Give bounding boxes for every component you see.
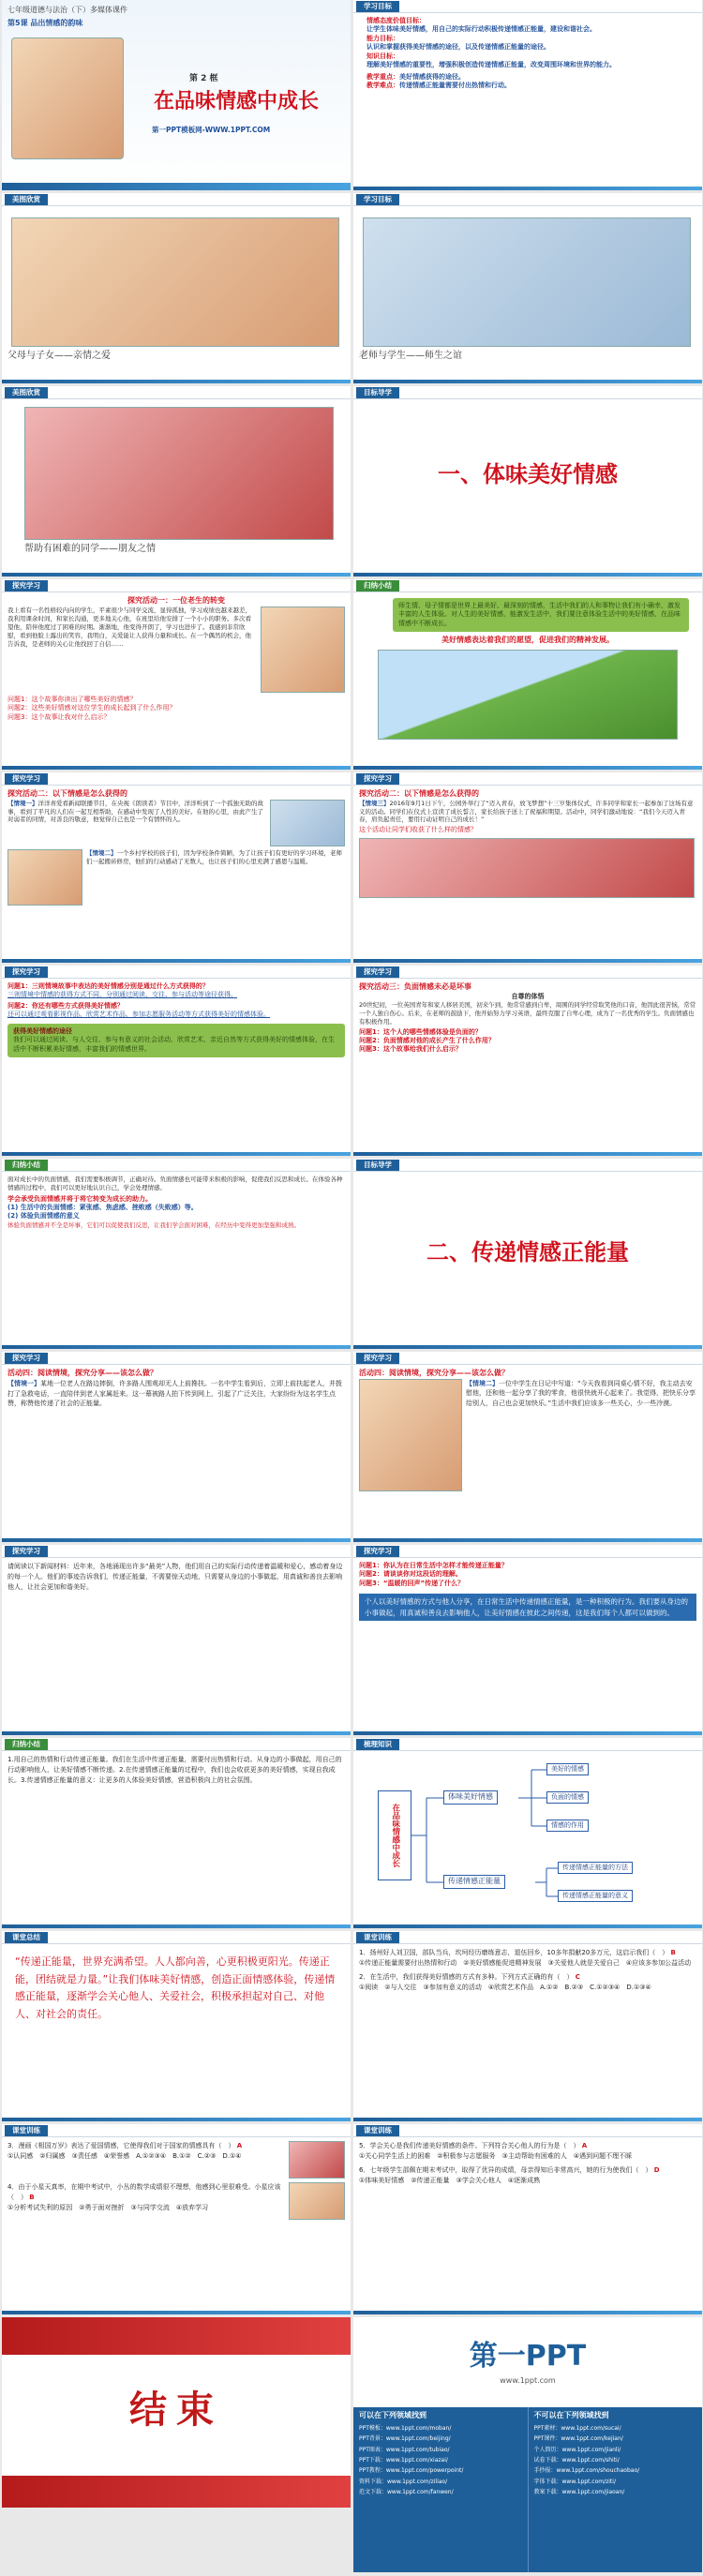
footer-bar bbox=[2, 1538, 351, 1542]
resource-link[interactable]: PPT下载：www.1ppt.com/xiazai/ bbox=[359, 2456, 448, 2464]
exercise-question-3: 3．漫画《相国万岁》表达了爱国情感，它使得我们对于国家的情感具有（ ） bbox=[7, 2142, 235, 2149]
exercise-options-1: ①传递正能量需要付出热情和行动 ②美好情感能促进精神发展 ③关爱他人就是关爱自己 ④应该多参加公益活动 bbox=[359, 1958, 692, 1967]
activity-text: 我上看有一名性格较内向的学生，平素很少与同学交流，显得孤独，学习成绩也越来越差，我利用课余时间，和家长沟通，更多地关心他，在班里给他安排了一个小小的职务。多次看望他，陪伴他度过了困难的时期。渐渐地，他变得开朗了，学习也进步了。我感到非常欣慰，看到他脸上露出的笑容，我明白，关爱能让人获得力量和成长。在一个偶然的机会，他告诉我，是老师的关心让他找回了自信…… bbox=[7, 606, 251, 649]
answer-6: D bbox=[653, 2165, 660, 2174]
slide-26-ad[interactable] bbox=[353, 2317, 702, 2572]
resource-link[interactable]: PPT模板：www.1ppt.com/moban/ bbox=[359, 2424, 452, 2432]
footer-bar bbox=[353, 380, 702, 383]
summary-note: 体验负面情感并不全是坏事，它们可以促使我们反思，让我们学会面对困难，在经历中变得更加坚强和成熟。 bbox=[7, 1221, 300, 1229]
objective-head-2: 能力目标： bbox=[366, 34, 399, 42]
slide-6-section-one[interactable] bbox=[353, 386, 702, 577]
scenario-text-2: 一个乡村学校的孩子们，因为学校条件简陋，为了让孩子们有更好的学习环境，老师们一起搬砖修房，他们的行动感动了无数人，也让孩子们的心里充满了感恩与温暖。 bbox=[86, 848, 342, 865]
answer-4: B bbox=[29, 2193, 35, 2201]
cover-title: 在品味情感中成长 bbox=[153, 90, 319, 113]
exercise-question-6: 6．七年级学生邵佩在期末考试中，取得了优异的成绩，母亲得知后非常高兴，她的行为使我们（ ） bbox=[359, 2165, 652, 2174]
question-1: 问题1：三则情境故事中表达的美好情感分别是通过什么方式获得的？ bbox=[7, 982, 209, 990]
slide-3-family-love[interactable] bbox=[2, 193, 351, 383]
question-1: 问题1：你认为在日常生活中怎样才能传递正能量？ bbox=[359, 1562, 508, 1569]
story-text: 20世纪初，一位英国青年和家人移居美国，初来乍到，他常常感到自卑，周围的同学经常取笑他的口音，他因此很苦恼，常常一个人独自伤心。后来，在老师的鼓励下，他开始努力学习英语，最终克服了自卑心理，成为了一名优秀的学生。负面情感也有积极作用。 bbox=[359, 1001, 696, 1026]
conclusion-text: “传递正能量，世界充满希望。人人都向善，心更积极更阳光。传递正能，团结就是力量。”让我们体味美好情感，创造正面情感体验，传递情感正能量，逐渐学会关心他人、关爱社会，积极承担起对自己、对他人、对社会的责任。 bbox=[15, 1955, 336, 2021]
answer-2: C bbox=[575, 1972, 580, 1981]
question-3: 问题3：这个故事给我们什么启示？ bbox=[359, 1045, 462, 1054]
footer-bar bbox=[2, 766, 351, 770]
activity-title: 探究活动三：负面情感未必是坏事 bbox=[359, 982, 471, 991]
slide-4-teacher-student[interactable] bbox=[353, 193, 702, 383]
unit-label: 七年级道德与法治（下）多媒体课件 bbox=[7, 6, 127, 14]
section-tag: 美图欣赏 bbox=[5, 194, 48, 205]
slide-24-exercise[interactable] bbox=[353, 2124, 702, 2314]
slide-5-friendship[interactable] bbox=[2, 386, 351, 577]
section-tag: 学习目标 bbox=[356, 194, 399, 205]
mind-map bbox=[353, 1751, 702, 1920]
slide-9-activity-two[interactable] bbox=[2, 772, 351, 963]
news-text: 请阅读以下新闻材料：近年来，各地涌现出许多“最美”人物，他们用自己的实际行动传递着温暖和爱心，感动着身边的每一个人。他们的事迹告诉我们，传递正能量，不需要惊天动地，只需要从身边的小事做起，用真诚和善良去影响他人，让社会更加和谐美好。 bbox=[7, 1563, 343, 1592]
section-heading: 二、传递情感正能量 bbox=[426, 1239, 629, 1266]
section-tag: 探究学习 bbox=[5, 580, 48, 592]
activity-title: 活动四：阅读情境，探究分享——该怎么做？ bbox=[359, 1369, 509, 1377]
footer-bar bbox=[353, 1731, 702, 1735]
section-tag: 目标导学 bbox=[356, 387, 399, 398]
left-link-list bbox=[359, 2423, 522, 2498]
section-tag: 归纳小结 bbox=[356, 580, 399, 592]
exercise-options-2: ①阅读 ②与人交往 ③参加有意义的活动 ④欣赏艺术作品 A.①② B.②③ C.①②③④ D.①③④ bbox=[359, 1983, 651, 1991]
resource-link[interactable]: PPT素材：www.1ppt.com/sucai/ bbox=[533, 2424, 621, 2432]
scenario-question: 这个活动让同学们收获了什么样的情感？ bbox=[359, 826, 477, 834]
footer-bar bbox=[2, 2118, 351, 2121]
right-link-list bbox=[534, 2423, 697, 2498]
resource-link[interactable]: PPT教程：www.1ppt.com/powerpoint/ bbox=[359, 2467, 464, 2475]
answer-2: 还可以通过观看影视作品、欣赏艺术作品、参加志愿服务活动等方式获得美好的情感体验。 bbox=[7, 1011, 270, 1019]
slide-2-objectives[interactable] bbox=[353, 0, 702, 190]
students-photo bbox=[11, 37, 124, 159]
question-2: 问题2：这些美好情感对这位学生的成长起到了什么作用？ bbox=[7, 704, 176, 712]
brand-site[interactable]: www.1ppt.com bbox=[500, 2375, 556, 2385]
footer-bar bbox=[353, 2311, 702, 2314]
footer-bar bbox=[353, 573, 702, 577]
slide-25-end[interactable] bbox=[2, 2317, 351, 2508]
activity-title: 探究活动二：以下情感是怎么获得的 bbox=[7, 789, 127, 798]
slide-11-approaches[interactable] bbox=[2, 966, 351, 1156]
resource-link[interactable]: PPT课件：www.1ppt.com/kejian/ bbox=[533, 2435, 623, 2443]
footer-bar bbox=[353, 1925, 702, 1928]
mind-map-leaf: 美好的情感 bbox=[546, 1763, 589, 1775]
slide-12-activity-three[interactable] bbox=[353, 966, 702, 1156]
answer-3: A bbox=[236, 2142, 243, 2149]
section-tag: 目标导学 bbox=[356, 1160, 399, 1171]
slide-15-activity-four[interactable] bbox=[2, 1352, 351, 1542]
mind-map-leaf: 传递情感正能量的意义 bbox=[558, 1890, 633, 1902]
summary-item-2: (2) 体验负面情感的意义 bbox=[7, 1212, 80, 1221]
mind-map-branch-1: 体味美好情感 bbox=[443, 1790, 498, 1805]
exercise-options-4: ①分析考试失利的原因 ②勇于面对挫折 ③与同学交流 ④放弃学习 bbox=[7, 2203, 209, 2211]
resource-link[interactable]: 手抄报：www.1ppt.com/shouchaobao/ bbox=[533, 2467, 640, 2475]
exercise-question-1: 1．扬州好人刘卫国，部队当兵，坎坷经历磨练意志，退伍回乡，10多年捐献20多万元，这启示我们（ ） bbox=[359, 1949, 669, 1956]
lesson-label: 第5课 品出情感的韵味 bbox=[7, 19, 83, 27]
approach-box-title: 获得美好情感的途径 bbox=[13, 1026, 72, 1035]
scenario-label: 【情境一】 bbox=[7, 1379, 40, 1387]
scenario-label: 【情境二】 bbox=[466, 1379, 499, 1387]
activity-title: 探究活动一：一位老生的转变 bbox=[127, 596, 225, 605]
left-column-heading: 可以在下列领域找到 bbox=[359, 2411, 426, 2419]
scenario-text: 洋洋喜爱看新闻联播节目，在央视《朗读者》节目中，洋洋听到了一个孤独无助的故事，看到了平凡的人们在一起互相帮助，在感动中发现了人性的美好。在他的心里，由此产生了对弱者的同情，对善良的敬意，他觉得自己也是一个有情怀的人。 bbox=[7, 799, 263, 824]
section-tag: 探究学习 bbox=[356, 966, 399, 978]
section-tag: 课堂总结 bbox=[5, 1932, 48, 1943]
activity-title: 活动四：阅读情境，探究分享——该怎么做？ bbox=[7, 1369, 157, 1377]
question-1: 问题1：这个故事你读出了哪些美好的情感？ bbox=[7, 695, 137, 703]
slide-19-summary[interactable] bbox=[2, 1738, 351, 1928]
slide-20-mindmap[interactable] bbox=[353, 1738, 702, 1928]
footer-bar bbox=[2, 573, 351, 577]
story-title: 自尊的体悟 bbox=[511, 992, 545, 1000]
scenario-label-2: 【情境二】 bbox=[86, 848, 117, 857]
exercise-question-2: 2．在生活中，我们获得美好情感的方式有多种。下列方式正确的有（ ） bbox=[359, 1972, 574, 1981]
objective-text-3: 理解美好情感的重要性，增强积极创造传递情感正能量，改变周围环境和世界的能力。 bbox=[366, 61, 616, 69]
photo-caption: 帮助有困难的同学——朋友之情 bbox=[24, 544, 156, 554]
exercise-options-3: ①认同感 ②归属感 ③责任感 ④荣誉感 A.①②③④ B.①② C.②③ D.①④ bbox=[7, 2151, 242, 2160]
footer-bar bbox=[353, 1152, 702, 1156]
bottom-decoration bbox=[2, 2476, 351, 2508]
mind-map-root: 在品味情感中成长 bbox=[378, 1790, 411, 1880]
resource-link[interactable]: 范文下载：www.1ppt.com/fanwen/ bbox=[359, 2489, 454, 2496]
section-tag: 归纳小结 bbox=[5, 1739, 48, 1750]
children-field-photo bbox=[378, 650, 678, 740]
resource-link[interactable]: 教案下载：www.1ppt.com/jiaoan/ bbox=[533, 2489, 625, 2496]
answer-box: 个人以美好情感的方式与他人分享，在日常生活中传递情感正能量，是一种积极的行为。我们要从身边的小事做起，用真诚和善良去影响他人，让美好情感在彼此之间传递，这是我们每个人都可以做到的。 bbox=[359, 1594, 696, 1621]
difficulty-text: 传递情感正能量需要付出热情和行动。 bbox=[399, 82, 511, 90]
objective-head-3: 知识目标： bbox=[366, 52, 399, 60]
question-1: 问题1：这个人的哪些情感体验是负面的？ bbox=[359, 1027, 482, 1036]
footer-bar bbox=[2, 959, 351, 963]
scenario-label: 【情境一】 bbox=[7, 799, 38, 807]
key-point-text: 美好情感获得的途径。 bbox=[399, 72, 465, 81]
teacher-photo bbox=[7, 849, 82, 906]
mind-map-leaf: 情感的作用 bbox=[546, 1820, 589, 1832]
footer-bar bbox=[353, 187, 702, 190]
footer-bar bbox=[353, 959, 702, 963]
footer-bar bbox=[353, 766, 702, 770]
footer-bar bbox=[2, 1345, 351, 1349]
section-tag: 梳理知识 bbox=[356, 1739, 399, 1750]
footer-bar bbox=[2, 380, 351, 383]
scenario-label: 【情境三】 bbox=[359, 799, 390, 807]
question-2: 问题2：你还有哪些方式获得美好情感？ bbox=[7, 1001, 124, 1010]
question-3: 问题3：“温暖的回声”传递了什么？ bbox=[359, 1579, 465, 1587]
section-tag: 探究学习 bbox=[5, 1546, 48, 1557]
section-tag: 探究学习 bbox=[5, 966, 48, 978]
scenario-text: 2016年9月1日下午，公园外举行了“迈入青春，放飞梦想”十三岁集体仪式，许多同学和家长一起参加了这场有意义的活动。同学们在仪式上宣读了成长誓言，家长给孩子送上了祝福和期望。活动中，同学们激动地说：“我们今天迈入青春，肩负起责任，要用行动证明自己的成长！” bbox=[359, 799, 694, 824]
diary-photo bbox=[359, 1379, 462, 1491]
right-column-heading: 不可以在下列领域找到 bbox=[533, 2411, 609, 2419]
friends-photo bbox=[24, 407, 334, 540]
student-photo bbox=[261, 607, 345, 693]
summary-banner: 美好情感表达着我们的愿望，促进我们的精神发展。 bbox=[441, 636, 614, 645]
slide-header bbox=[353, 0, 702, 13]
exercise-question-4: 4．由于小星天真率，在期中考试中，小丛的数学成绩很不理想，他感到心里很难受。小星应该（ ） bbox=[7, 2183, 281, 2201]
site-label: 第一PPT模板网-WWW.1PPT.COM bbox=[152, 126, 271, 134]
difficulty-label: 教学难点： bbox=[366, 82, 399, 90]
footer-bar bbox=[353, 1538, 702, 1542]
footer-bar bbox=[2, 1152, 351, 1156]
answer-1: 三则情境中情感的获得方式不同，分别通过阅读、交往、参与活动等途径获得。 bbox=[7, 991, 237, 999]
footer-bar bbox=[2, 1731, 351, 1735]
frame-label: 第 2 框 bbox=[189, 74, 218, 83]
exercise-options-6: ①体味美好情感 ②传递正能量 ③学会关心他人 ④逐渐成熟 bbox=[359, 2176, 541, 2184]
slide-13-summary[interactable] bbox=[2, 1159, 351, 1349]
section-tag: 探究学习 bbox=[5, 773, 48, 785]
slide-7-activity-one[interactable] bbox=[2, 579, 351, 770]
section-tag: 探究学习 bbox=[356, 1353, 399, 1364]
photo-caption: 父母与子女——亲情之爱 bbox=[7, 351, 111, 361]
scenario-text: 一位中学生在日记中写道：“今天我看到同桌心情不好，我主动去安慰他，还和他一起分享了我的零食，他很快就开心起来了。我觉得，把快乐分享给别人，自己也会更加快乐。”生活中我们应该多一些关心，少一些冷漠。 bbox=[466, 1379, 696, 1407]
resource-link[interactable]: PPT背景：www.1ppt.com/beijing/ bbox=[359, 2435, 451, 2443]
slide-16-activity-four[interactable] bbox=[353, 1352, 702, 1542]
photo-caption: 老师与学生——师生之谊 bbox=[359, 351, 462, 361]
slide-8-summary[interactable] bbox=[353, 579, 702, 770]
section-tag: 探究学习 bbox=[356, 773, 399, 785]
section-tag: 课堂训练 bbox=[5, 2125, 48, 2136]
answer-1: B bbox=[670, 1949, 676, 1956]
resource-link[interactable]: 资料下载：www.1ppt.com/ziliao/ bbox=[359, 2478, 448, 2485]
section-tag: 探究学习 bbox=[356, 1546, 399, 1557]
section-tag: 学习目标 bbox=[356, 1, 399, 12]
mind-map-branch-2: 传递情感正能量 bbox=[443, 1875, 505, 1889]
resource-link[interactable]: 个人简历：www.1ppt.com/jianli/ bbox=[533, 2446, 621, 2453]
slide-18-questions[interactable] bbox=[353, 1545, 702, 1735]
key-point-label: 教学重点： bbox=[366, 72, 399, 81]
cartoon-image bbox=[289, 2141, 345, 2179]
slide-10-activity-two[interactable] bbox=[353, 772, 702, 963]
ceremony-photo bbox=[359, 838, 695, 898]
slide-22-exercise[interactable] bbox=[353, 1931, 702, 2121]
question-2: 问题2：负面情感对他的成长产生了什么作用？ bbox=[359, 1036, 495, 1044]
footer-bar bbox=[353, 2118, 702, 2121]
resource-link[interactable]: 字体下载：www.1ppt.com/ziti/ bbox=[533, 2478, 616, 2485]
section-tag: 课堂训练 bbox=[356, 2125, 399, 2136]
footer-bar bbox=[2, 2311, 351, 2314]
slide-21-conclusion[interactable] bbox=[2, 1931, 351, 2121]
answer-5: A bbox=[581, 2142, 588, 2149]
objective-text-1: 让学生体味美好情感，用自己的实际行动积极传递情感正能量，建设和谐社会。 bbox=[366, 25, 596, 34]
student-image bbox=[289, 2182, 345, 2220]
mind-map-leaf: 传递情感正能量的方法 bbox=[558, 1862, 633, 1874]
slide-17-news[interactable] bbox=[2, 1545, 351, 1735]
footer-bar bbox=[2, 1925, 351, 1928]
brand-logo: 第一PPT bbox=[469, 2340, 587, 2374]
objective-head-1: 情感态度价值目标： bbox=[366, 17, 426, 24]
slide-23-exercise[interactable] bbox=[2, 2124, 351, 2314]
summary-item-1: (1) 生活中的负面情感：紧张感、焦虑感、挫败感（失败感）等。 bbox=[7, 1203, 198, 1211]
exercise-options-5: ①关心同学生活上的困难 ②积极参与志愿服务 ③主动帮助有困难的人 ④遇到问题不理不睬 bbox=[359, 2151, 633, 2160]
resource-link[interactable]: PPT图表：www.1ppt.com/tubiao/ bbox=[359, 2446, 450, 2453]
section-tag: 课堂训练 bbox=[356, 1932, 399, 1943]
section-tag: 美图欣赏 bbox=[5, 387, 48, 398]
summary-text: 面对成长中的负面情感，我们需要积极调节，正确对待。负面情感也可能带来积极的影响，促使我们反思和成长。在体验各种情感的过程中，我们可以更好地认识自己，学会处理情感。 bbox=[7, 1176, 343, 1191]
exercise-question-5: 5．学会关心是我们传递美好情感的条件。下列符合关心他人的行为是（ ） bbox=[359, 2142, 580, 2149]
approach-box-text: 我们可以通过阅读、与人交往、参与有意义的社会活动、欣赏艺术、亲近自然等方式获得美好的情感体验，在生活中不断积累美好情感，丰富我们的情感世界。 bbox=[13, 1036, 335, 1053]
slide-14-section-two[interactable] bbox=[353, 1159, 702, 1349]
mind-map-leaf: 负面的情感 bbox=[546, 1791, 589, 1804]
activity-title: 探究活动二：以下情感是怎么获得的 bbox=[359, 789, 479, 798]
end-title: 结束 bbox=[129, 2389, 223, 2432]
top-decoration bbox=[2, 2317, 351, 2355]
footer-bar bbox=[353, 1345, 702, 1349]
section-heading: 一、体味美好情感 bbox=[438, 461, 618, 487]
section-tag: 归纳小结 bbox=[5, 1160, 48, 1171]
scenario-text: 某地一位老人在路边摔倒，许多路人围观却无人上前搀扶。一名中学生看到后，立即上前扶起老人，并拨打了急救电话，一直陪伴到老人家属赶来。这一幕被路人拍下传到网上，引起了广泛关注，大家纷纷为这名学生点赞，称赞他传递了社会的正能量。 bbox=[7, 1379, 342, 1408]
objective-text-2: 认识和掌握获得美好情感的途径，以及传递情感正能量的途径。 bbox=[366, 43, 550, 52]
resource-link[interactable]: 试卷下载：www.1ppt.com/shiti/ bbox=[533, 2456, 620, 2464]
summary-highlight: 学会承受负面情感并将于将它转变为成长的助力。 bbox=[7, 1194, 152, 1203]
summary-box: 师生情、母子情都是世界上最美好、最深刻的情感，生活中我们的人和事物让我们有小确幸，激发丰富的人生体验。对人生的美好情感，能激发生活中，我们要注意体验生活中的美好情感，在品味情感中不断成长。 bbox=[393, 598, 689, 632]
footer-bar bbox=[2, 183, 351, 190]
family-photo bbox=[11, 217, 339, 347]
book-photo bbox=[270, 800, 345, 846]
question-3: 问题3：这个故事让我对什么启示？ bbox=[7, 712, 111, 721]
summary-text: 1.用自己的热情和行动传递正能量。我们在生活中传递正能量，需要付出热情和行动。从身边的小事做起，用自己的行动影响他人，让美好情感不断传递。2.在传递情感正能量的过程中，我们也会收获更多的美好情感，实现自我成长。3.传递情感正能量的意义：让更多的人体验美好情感，营造积极向上的社会氛围。 bbox=[7, 1756, 342, 1785]
question-2: 问题2：请谈谈你对这段话的理解。 bbox=[359, 1570, 462, 1579]
teacher-photo bbox=[363, 217, 691, 347]
slide-1-cover[interactable] bbox=[2, 0, 351, 190]
section-tag: 探究学习 bbox=[5, 1353, 48, 1364]
